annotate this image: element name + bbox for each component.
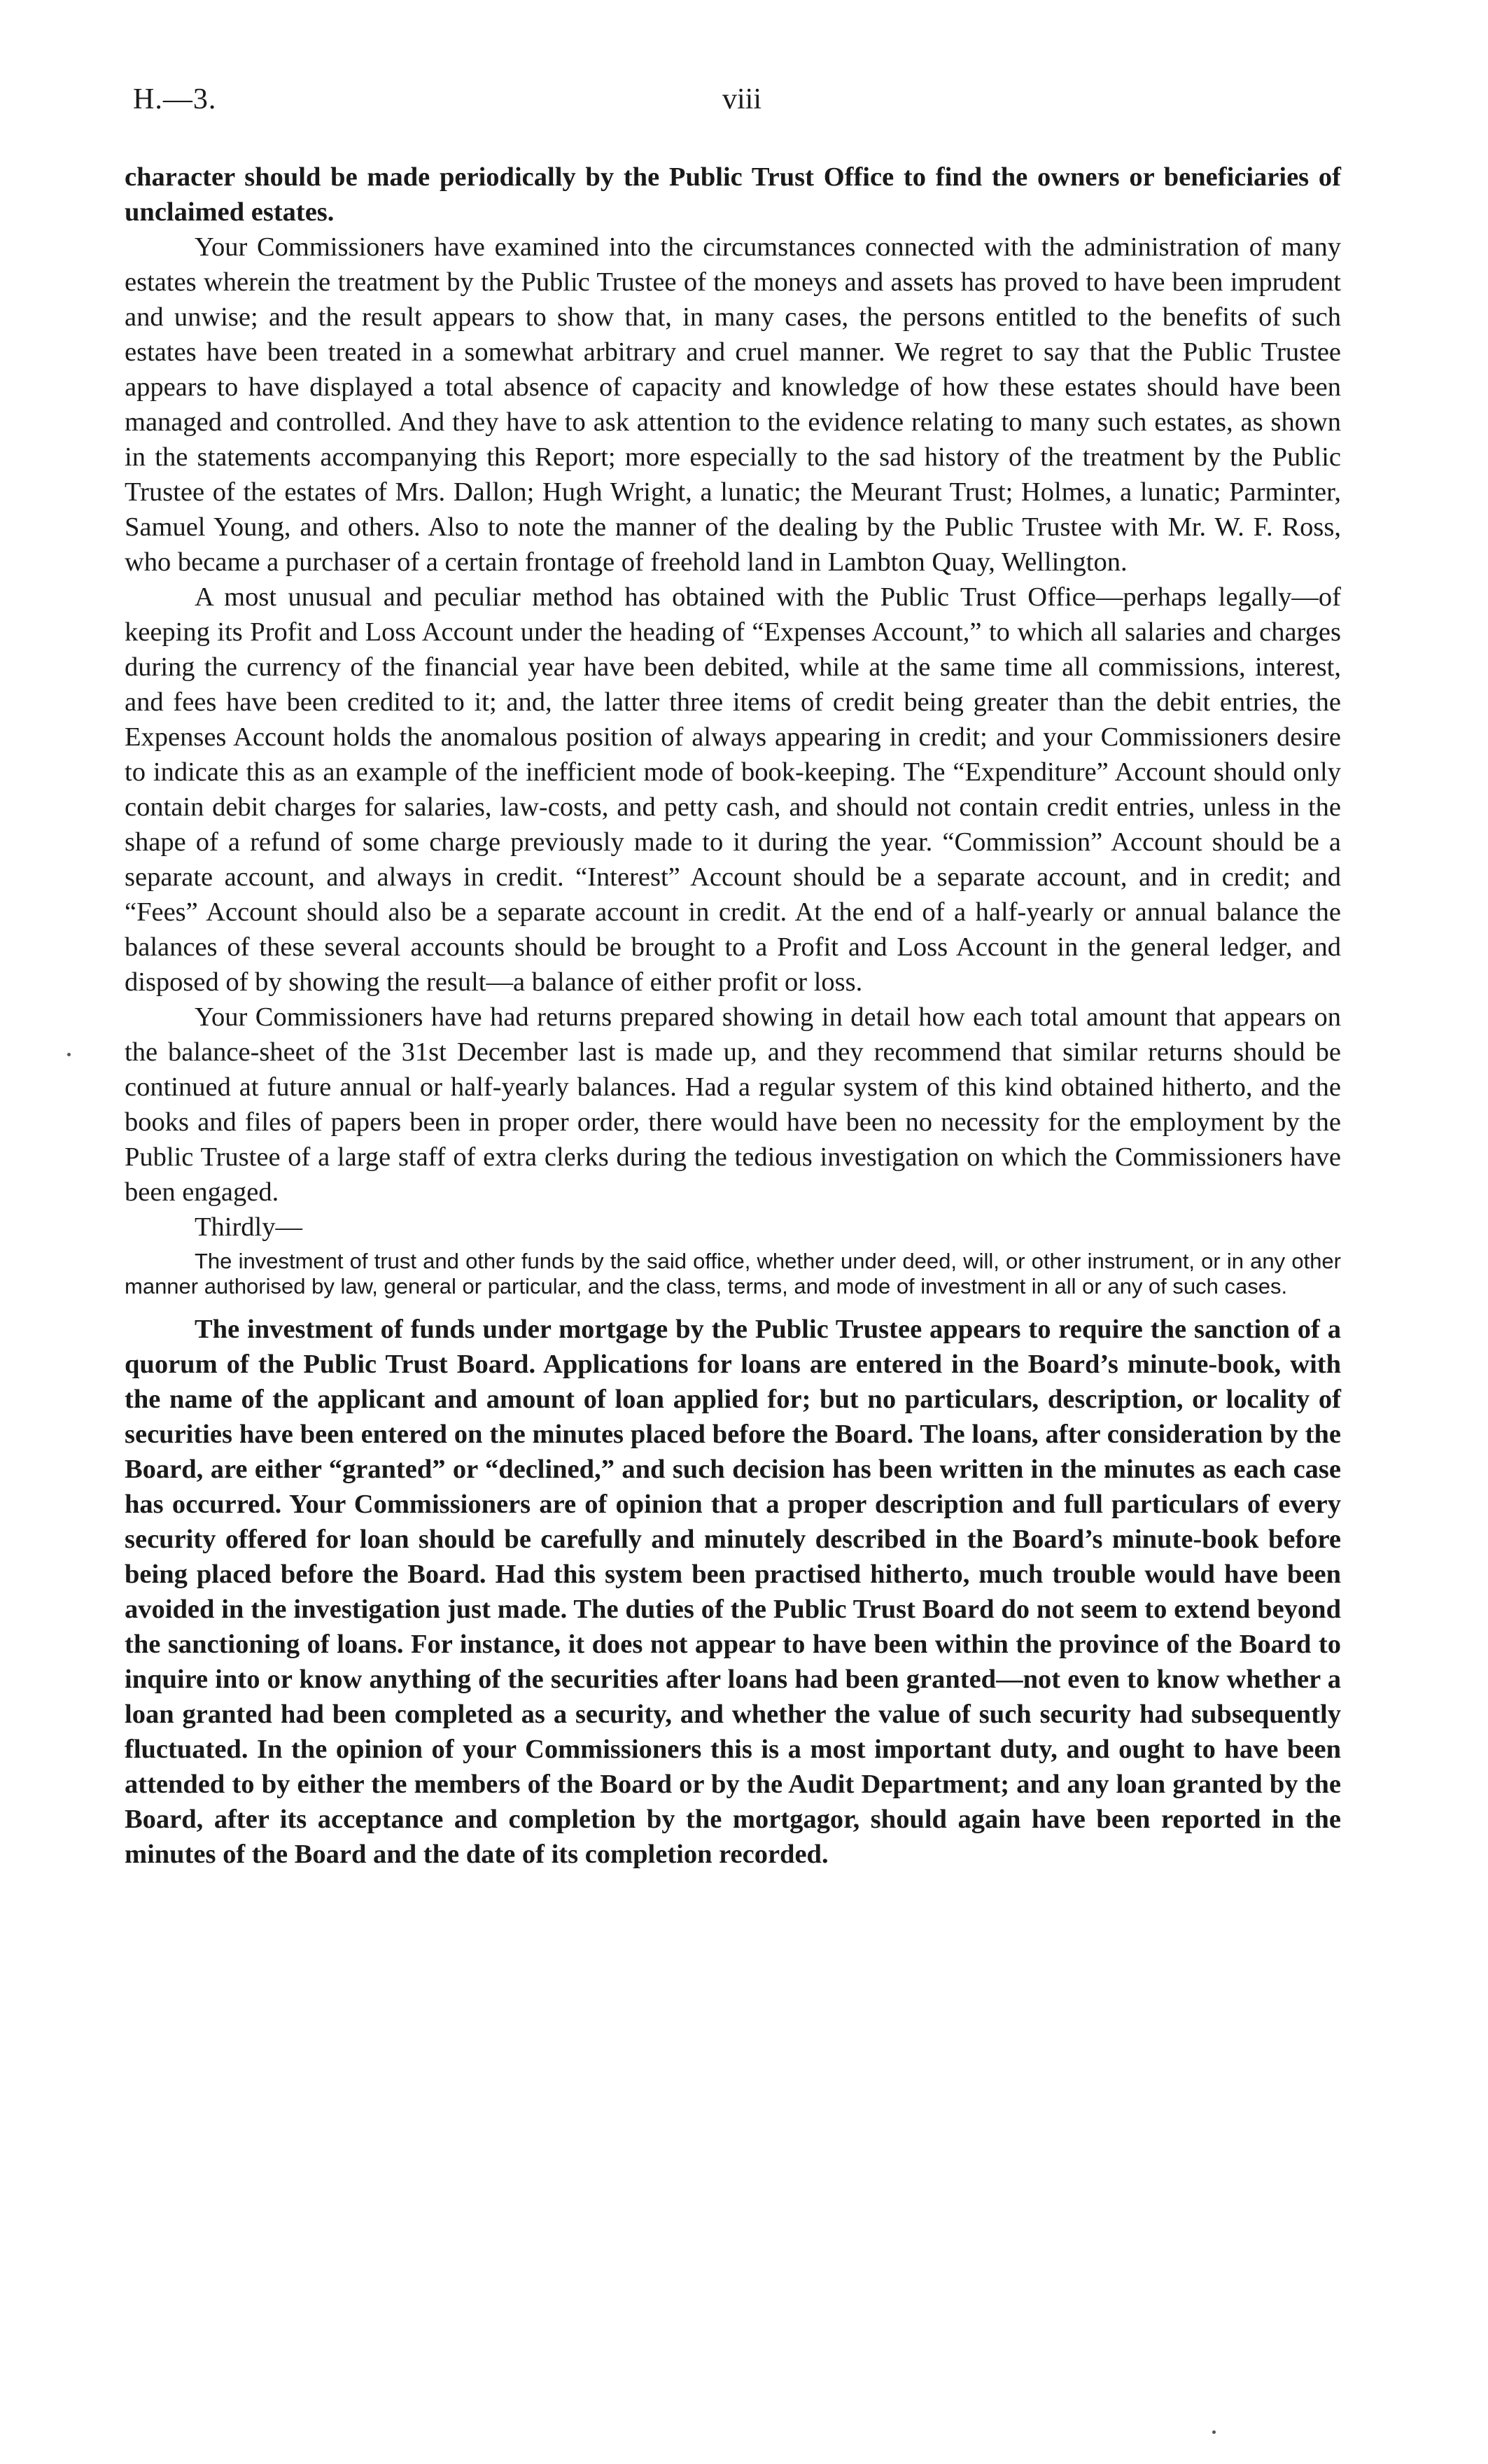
paragraph-estate-administration: Your Commissioners have examined into the circumstances connected with the administration of many estates wherein the treatment by the Public Trustee of the moneys and assets has proved to have been imprudent and unwise; and the result appears to show that, in many cases, the persons entitled to the benefits of such estates have been treated in a somewhat arbitrary and cruel manner. We regret to say that the Public Trustee appears to have displayed a total absence of capacity and knowledge of how these estates should have been managed and controlled. And they have to ask attention to the evidence relating to many such estates, as shown in the statements accompanying this Report; more especially to the sad history of the treatment by the Public Trustee of the estates of Mrs. Dallon; Hugh Wright, a lunatic; the Meurant Trust; Holmes, a lunatic; Parminter, Samuel Young, and others. Also to note the manner of the dealing by the Public Trustee with Mr. W. F. Ross, who became a purchaser of a certain frontage of freehold land in Lambton Quay, Wellington. [125,232,1341,577]
page-header [133,83,1351,132]
paragraph-expenses-account: A most unusual and peculiar method has obtained with the Public Trust Office—perhaps legally—of keeping its Profit and Loss Account under the heading of “Expenses Account,” to which all salaries and charges during the currency of the financial year have been debited, while at the same time all commissions, interest, and fees have been credited to it; and, the latter three items of credit being greater than the debit entries, the Expenses Account holds the anomalous position of always appearing in credit; and your Commissioners desire to indicate this as an example of the inefficient mode of book-keeping. The “Expenditure” Account should only contain debit charges for salaries, law-costs, and petty cash, and should not contain credit entries, unless in the shape of a refund of some charge previously made to it during the year. “Commission” Account should be a separate account, and always in credit. “Interest” Account should be a separate account, and in credit; and “Fees” Account should also be a separate account in credit. At the end of a half-yearly or annual balance the balances of these several accounts should be brought to a Profit and Loss Account in the general ledger, and disposed of by showing the result—a balance of either profit or loss. [125,582,1341,997]
section-heading-thirdly: Thirdly— [195,1212,302,1242]
paragraph-continuation: character should be made periodically by the Public Trust Office to find the owners or beneficiaries of unclaimed estates. [125,162,1341,227]
quoted-clause: The investment of trust and other funds by the said office, whether under deed, will, or other instrument, or in any other manner authorised by law, general or particular, and the class, terms, and mode of investment in all or any of such cases. [125,1249,1341,1298]
margin-speck [67,1053,71,1056]
paragraph-mortgage-investment: The investment of funds under mortgage by the Public Trustee appears to require the sanction of a quorum of the Public Trust Board. Applications for loans are entered in the Board’s minute-book, with the name of the applicant and amount of loan applied for; but no particulars, description, or locality of securities have been entered on the minutes placed before the Board. The loans, after consideration by the Board, are either “granted” or “declined,” and such decision has been written in the minutes as each case has occurred. Your Commissioners are of opinion that a proper description and full particulars of every security offered for loan should be carefully and minutely described in the Board’s minute-book before being placed before the Board. Had this system been practised hitherto, much trouble would have been avoided in the investigation just made. The duties of the Public Trust Board do not seem to extend beyond the sanctioning of loans. For instance, it does not appear to have been within the province of the Board to inquire into or know anything of the securities after loans had been granted—not even to know whether a loan granted had been completed as a security, and whether the value of such security had subsequently fluctuated. In the opinion of your Commissioners this is a most important duty, and ought to have been attended to by either the members of the Board or by the Audit Department; and any loan granted by the Board, after its acceptance and completion by the mortgagor, should again have been reported in the minutes of the Board and the date of its completion recorded. [125,1315,1341,1869]
scan-speck [1212,2430,1216,2434]
paragraph-balance-returns: Your Commissioners have had returns prepared showing in detail how each total amount that appears on the balance-sheet of the 31st December last is made up, and they recommend that similar returns should be continued at future annual or half-yearly balances. Had a regular system of this kind obtained hitherto, and the books and files of papers been in proper order, there would have been no necessity for the employment by the Public Trustee of a large staff of extra clerks during the tedious investigation on which the Commissioners have been engaged. [125,1002,1341,1207]
page-number: viii [722,83,761,115]
report-body [125,160,1341,1872]
document-reference: H.—3. [133,83,217,115]
